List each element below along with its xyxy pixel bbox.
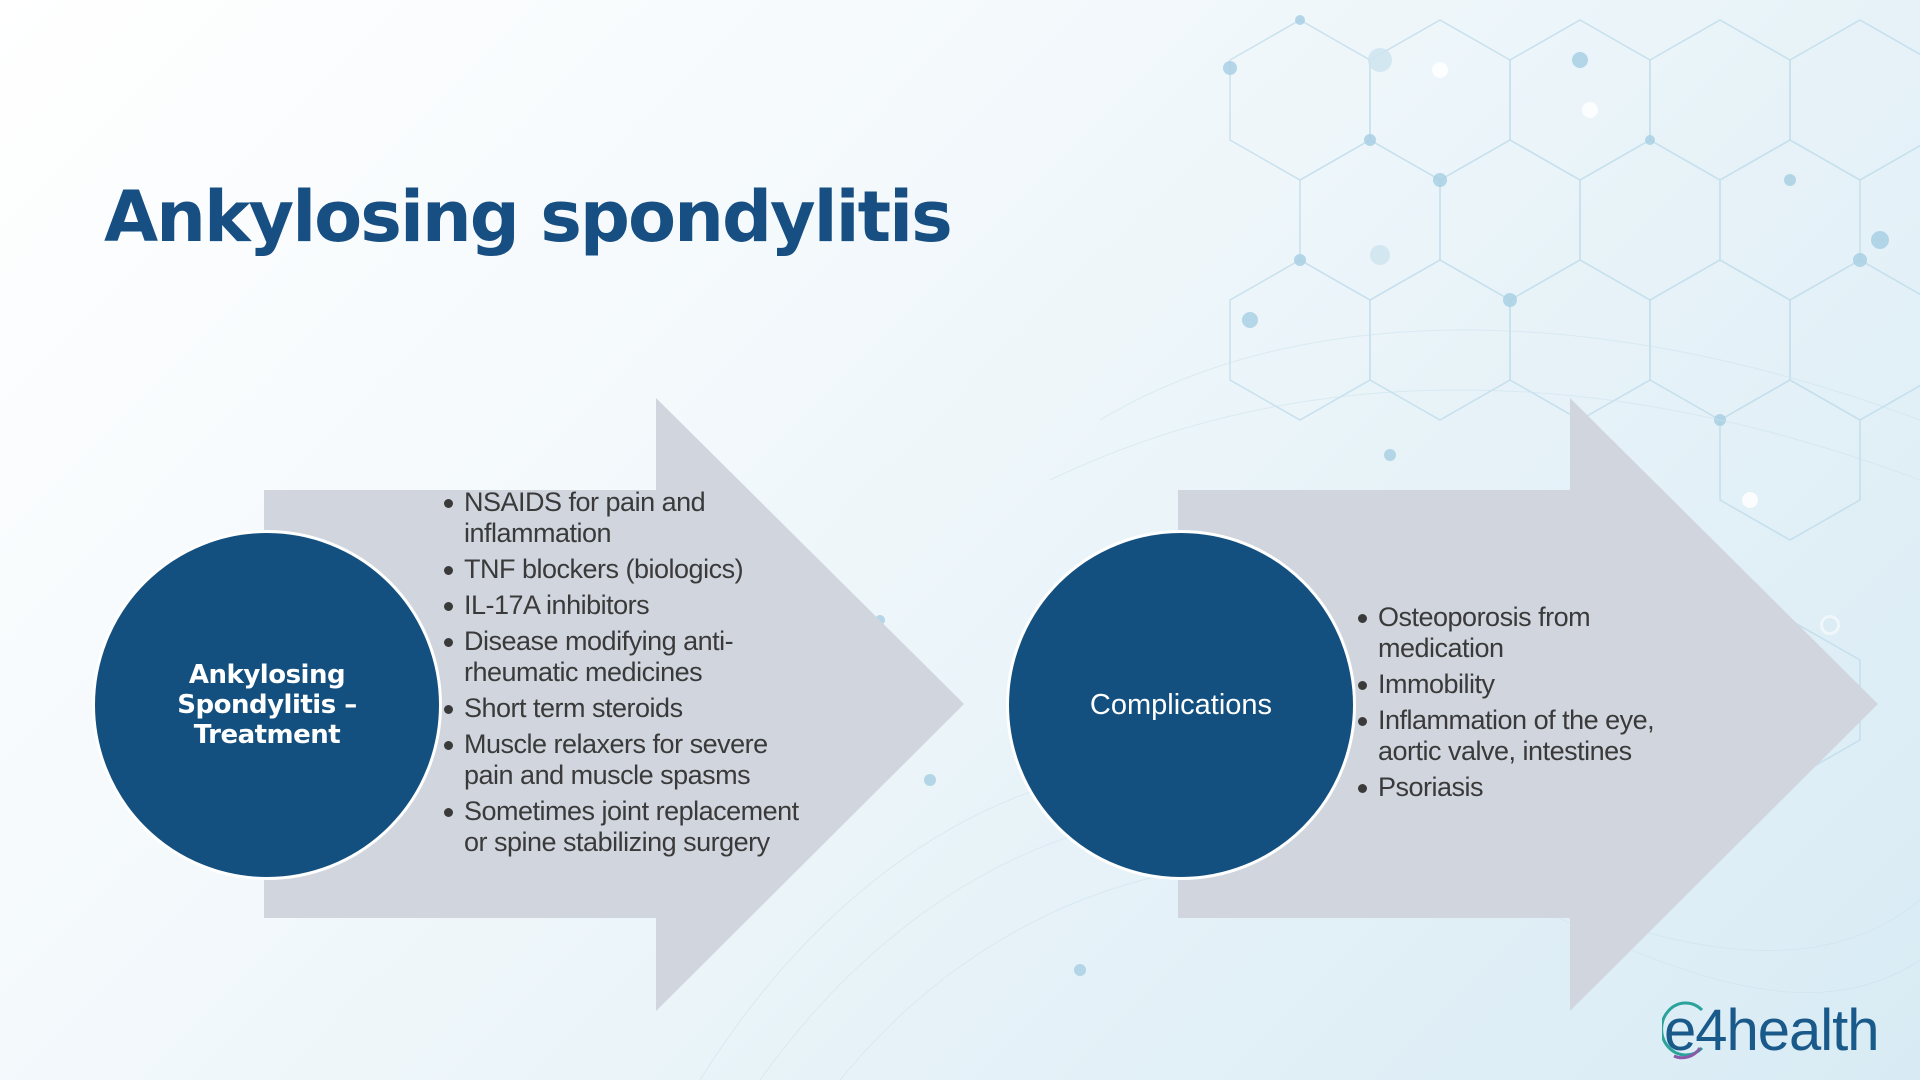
slide-title: Ankylosing spondylitis — [104, 176, 951, 258]
list-item: Inflammation of the eye, aortic valve, intestines — [1358, 705, 1698, 767]
list-item: Muscle relaxers for severe pain and muscle spasms — [444, 729, 804, 791]
list-item: IL-17A inhibitors — [444, 590, 804, 621]
treatment-circle-label: Ankylosing Spondylitis – Treatment — [177, 660, 357, 750]
complications-circle-label: Complications — [1089, 688, 1273, 721]
list-item: Sometimes joint replacement or spine stabilizing surgery — [444, 796, 804, 858]
e4health-logo — [1664, 990, 1879, 1070]
list-item: Disease modifying anti-rheumatic medicines — [444, 626, 804, 688]
logo-ring-icon — [1662, 996, 1710, 1062]
logo-text: e4health — [1664, 997, 1879, 1063]
treatment-circle — [92, 530, 442, 880]
treatment-list — [444, 487, 804, 863]
list-item: NSAIDS for pain and inflammation — [444, 487, 804, 549]
complications-list — [1358, 602, 1698, 808]
list-item: Psoriasis — [1358, 772, 1698, 803]
list-item: TNF blockers (biologics) — [444, 554, 804, 585]
list-item: Short term steroids — [444, 693, 804, 724]
list-item: Immobility — [1358, 669, 1698, 700]
complications-circle — [1006, 530, 1356, 880]
list-item: Osteoporosis from medication — [1358, 602, 1698, 664]
